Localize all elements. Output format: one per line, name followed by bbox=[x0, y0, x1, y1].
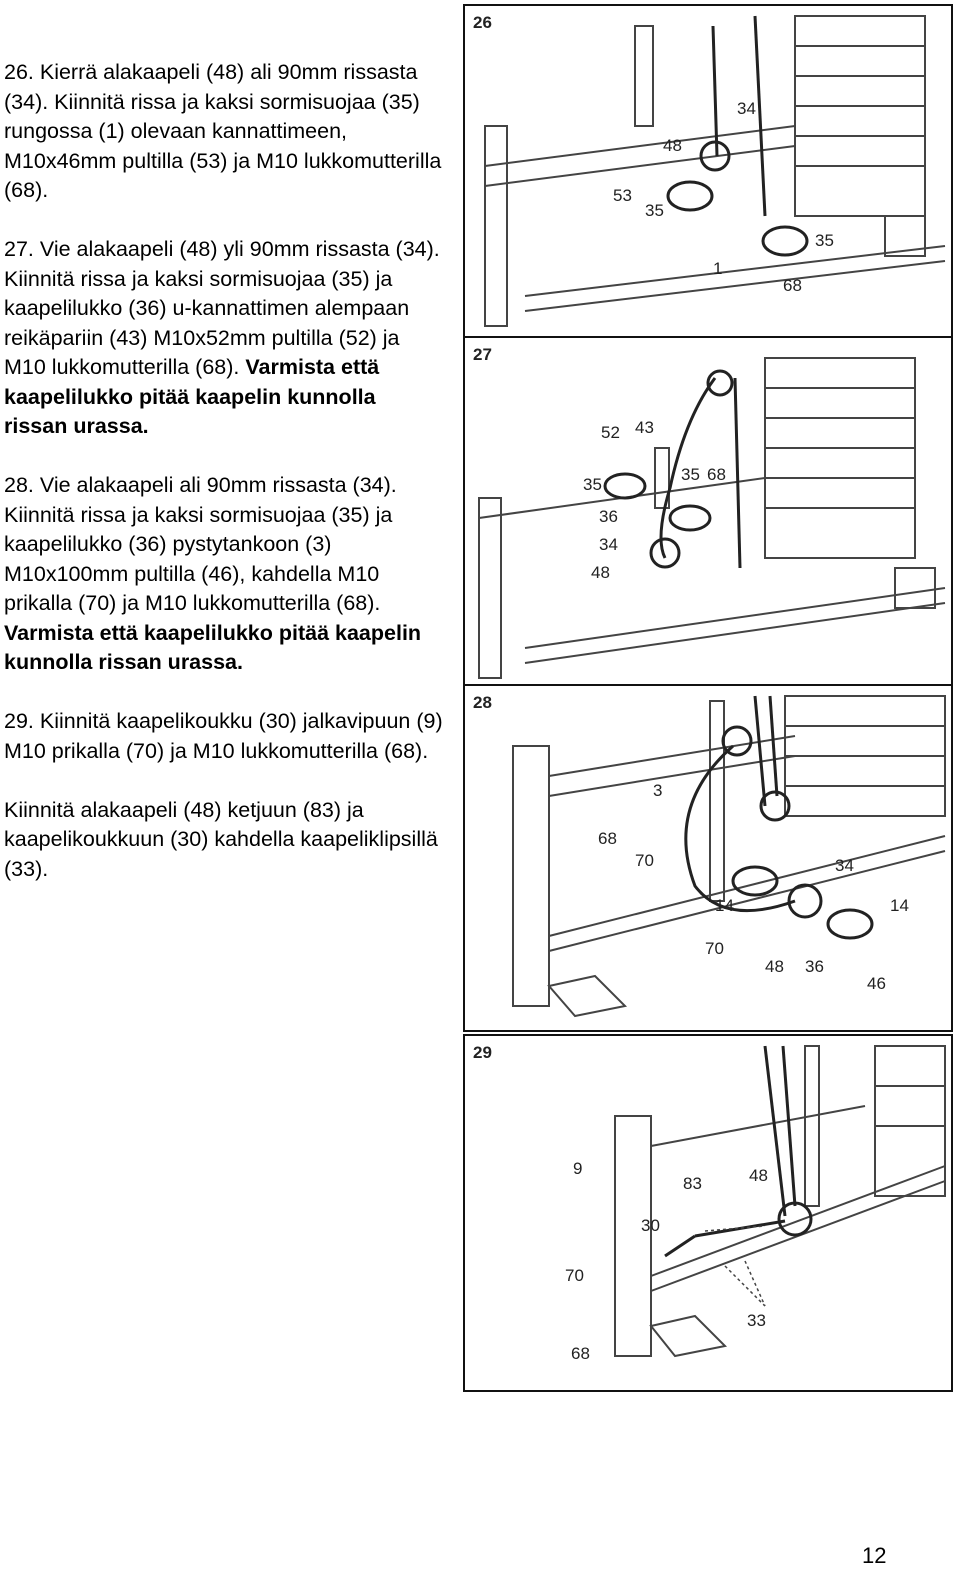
callout: 70 bbox=[565, 1266, 584, 1285]
step-26: 26. Kierrä alakaapeli (48) ali 90mm rissasta (34). Kiinnitä rissa ja kaksi sormisuojaa (35) rungossa (1) olevaan kannattimeen, M10x46mm pultilla (53) ja M10 lukkomutterilla (68). bbox=[4, 60, 442, 202]
callout: 36 bbox=[599, 507, 618, 526]
callout: 53 bbox=[613, 186, 632, 205]
callout: 48 bbox=[749, 1166, 768, 1185]
callout: 68 bbox=[783, 276, 802, 295]
callout: 33 bbox=[747, 1311, 766, 1330]
callout: 34 bbox=[737, 99, 756, 118]
callout: 14 bbox=[890, 896, 909, 915]
callout: 43 bbox=[635, 418, 654, 437]
callout: 36 bbox=[805, 957, 824, 976]
callout: 68 bbox=[598, 829, 617, 848]
callout: 52 bbox=[601, 423, 620, 442]
figure-29 bbox=[463, 1034, 953, 1392]
callout: 34 bbox=[835, 856, 854, 875]
callout: 48 bbox=[591, 563, 610, 582]
step-27: 27. Vie alakaapeli (48) yli 90mm rissasta (34). Kiinnitä rissa ja kaksi sormisuojaa (35) ja kaapelilukko (36) u-kannattimen alempaan reikäpariin (43) M10x52mm pultilla (52) ja M10 lukkomutterilla (68). Varmista että kaapelilukko pitää kaapelin kunnolla rissan urassa. bbox=[4, 237, 440, 438]
instructions-column bbox=[4, 58, 444, 914]
callout: 68 bbox=[707, 465, 726, 484]
figure-27-drawing bbox=[465, 338, 951, 684]
callout: 83 bbox=[683, 1174, 702, 1193]
figure-28 bbox=[463, 684, 953, 1032]
callout: 34 bbox=[599, 535, 618, 554]
figure-26 bbox=[463, 4, 953, 338]
callout: 14 bbox=[715, 896, 734, 915]
figure-28-label: 28 bbox=[473, 693, 492, 712]
figure-28-drawing bbox=[465, 686, 951, 1030]
figure-29-label: 29 bbox=[473, 1043, 492, 1062]
callout: 30 bbox=[641, 1216, 660, 1235]
callout: 48 bbox=[765, 957, 784, 976]
callout: 70 bbox=[635, 851, 654, 870]
callout: 68 bbox=[571, 1344, 590, 1363]
step-28: 28. Vie alakaapeli ali 90mm rissasta (34). Kiinnitä rissa ja kaksi sormisuojaa (35) ja kaapelilukko (36) pystytankoon (3) M10x100mm pultilla (46), kahdella M10 prikalla (70) ja M10 lukkomutterilla (68). Varmista että kaapelilukko pitää kaapelin kunnolla rissan urassa. bbox=[4, 473, 422, 674]
callout: 48 bbox=[663, 136, 682, 155]
callout: 70 bbox=[705, 939, 724, 958]
figure-27-label: 27 bbox=[473, 345, 492, 364]
figure-26-label: 26 bbox=[473, 13, 492, 32]
step-29-cable: Kiinnitä alakaapeli (48) ketjuun (83) ja kaapelikoukkuun (30) kahdella kaapeliklipsillä (33). bbox=[4, 797, 438, 881]
callout: 46 bbox=[867, 974, 886, 993]
step-29: 29. Kiinnitä kaapelikoukku (30) jalkavipuun (9) M10 prikalla (70) ja M10 lukkomutterilla (68). bbox=[4, 709, 443, 763]
callout: 35 bbox=[645, 201, 664, 220]
callout: 3 bbox=[653, 781, 663, 800]
callout: 35 bbox=[583, 475, 602, 494]
figure-29-drawing bbox=[465, 1036, 951, 1390]
callout: 9 bbox=[573, 1159, 583, 1178]
page-number: 12 bbox=[862, 1543, 887, 1568]
callout: 1 bbox=[713, 259, 723, 278]
figure-27 bbox=[463, 336, 953, 686]
figure-26-drawing bbox=[465, 6, 951, 336]
callout: 35 bbox=[681, 465, 700, 484]
callout: 35 bbox=[815, 231, 834, 250]
